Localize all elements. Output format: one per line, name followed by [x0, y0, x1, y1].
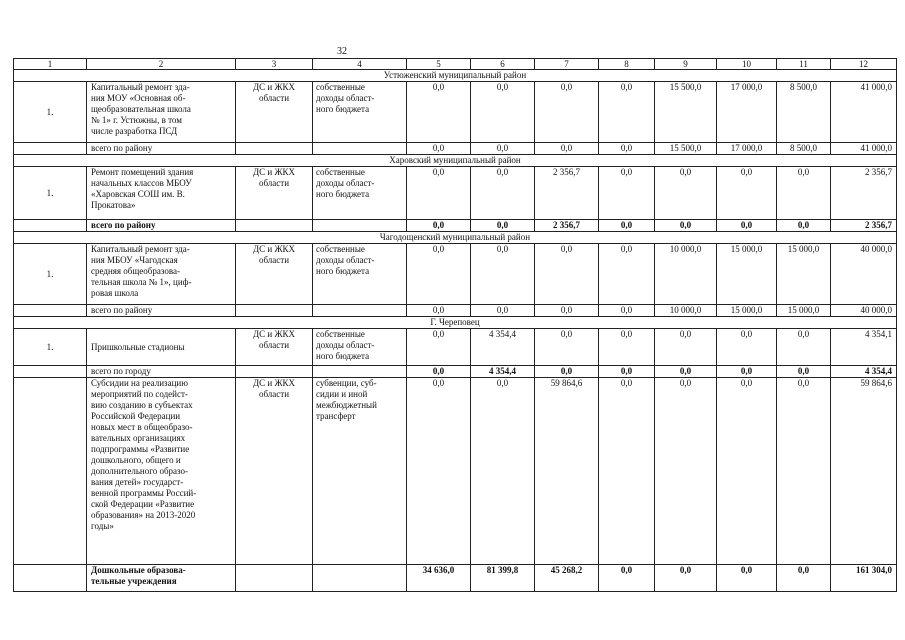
- value-cell: 0,0: [535, 366, 599, 378]
- value-cell: 15 500,0: [655, 82, 717, 143]
- value-cell: 15 000,0: [777, 305, 831, 317]
- value-cell: 0,0: [599, 244, 655, 305]
- department: ДС и ЖКХ области: [236, 167, 313, 220]
- value-cell: 0,0: [471, 82, 535, 143]
- item-name: Субсидии на реализацию мероприятий по содейст- вию созданию в субъектах Российской Федерации новых мест в общеобразо- вательных организациях подпрограммы «Развитие дошкольного, общего и дополнительного образо- вания детей» государст- венной программы Россий- ской Федерации «Развитие образования» на 2013-2020 годы»: [87, 378, 236, 565]
- empty-cell: [313, 143, 407, 155]
- value-cell: 34 636,0: [407, 565, 471, 592]
- value-cell: 0,0: [407, 220, 471, 232]
- total-value-cell: 2 356,7: [831, 220, 897, 232]
- item-name: Капитальный ремонт зда- ния МБОУ «Чагодская средняя общеобразова- тельная школа № 1», циф- ровая школа: [87, 244, 236, 305]
- value-cell: 8 500,0: [777, 143, 831, 155]
- empty-cell: [14, 305, 87, 317]
- grand-total-label: Дошкольные образова- тельные учреждения: [87, 565, 236, 592]
- total-row: [14, 220, 897, 232]
- section-title: Г. Череповец: [14, 317, 897, 329]
- total-label: всего по району: [87, 305, 236, 317]
- department: ДС и ЖКХ области: [236, 378, 313, 565]
- department: ДС и ЖКХ области: [236, 244, 313, 305]
- value-cell: 0,0: [599, 167, 655, 220]
- column-number: 5: [407, 59, 471, 70]
- empty-cell: [313, 366, 407, 378]
- empty-cell: [14, 378, 87, 565]
- column-number: 6: [471, 59, 535, 70]
- item-name: Пришкольные стадионы: [87, 329, 236, 366]
- empty-cell: [236, 220, 313, 232]
- value-cell: 0,0: [599, 305, 655, 317]
- column-number-row: [14, 59, 897, 70]
- page-number: 32: [337, 46, 347, 57]
- empty-cell: [236, 366, 313, 378]
- total-value-cell: 41 000,0: [831, 82, 897, 143]
- empty-cell: [14, 143, 87, 155]
- value-cell: 0,0: [655, 220, 717, 232]
- value-cell: 0,0: [599, 329, 655, 366]
- value-cell: 0,0: [599, 82, 655, 143]
- value-cell: 0,0: [655, 378, 717, 565]
- value-cell: 15 000,0: [717, 305, 777, 317]
- value-cell: 4 354,4: [471, 366, 535, 378]
- budget-table: [13, 58, 897, 592]
- row-number: 1.: [14, 167, 87, 220]
- section-title: Устюженский муниципальный район: [14, 70, 897, 82]
- department: ДС и ЖКХ области: [236, 329, 313, 366]
- section-header-row: [14, 317, 897, 329]
- section-title: Чагодощенский муниципальный район: [14, 232, 897, 244]
- item-name: Капитальный ремонт зда- ния МОУ «Основная об- щеобразовательная школа № 1» г. Устюжны, в том числе разработка ПСД: [87, 82, 236, 143]
- total-row: [14, 143, 897, 155]
- total-row: [14, 366, 897, 378]
- total-row: [14, 305, 897, 317]
- value-cell: 17 000,0: [717, 143, 777, 155]
- value-cell: 0,0: [535, 82, 599, 143]
- value-cell: 0,0: [777, 565, 831, 592]
- section-header-row: [14, 232, 897, 244]
- value-cell: 0,0: [717, 366, 777, 378]
- department: ДС и ЖКХ области: [236, 82, 313, 143]
- total-label: всего по району: [87, 220, 236, 232]
- total-value-cell: 59 864,6: [831, 378, 897, 565]
- value-cell: 0,0: [777, 220, 831, 232]
- total-value-cell: 4 354,1: [831, 329, 897, 366]
- empty-cell: [236, 565, 313, 592]
- value-cell: 2 356,7: [535, 220, 599, 232]
- value-cell: 10 000,0: [655, 305, 717, 317]
- column-number: 12: [831, 59, 897, 70]
- value-cell: 0,0: [599, 220, 655, 232]
- value-cell: 0,0: [599, 565, 655, 592]
- column-number: 1: [14, 59, 87, 70]
- value-cell: 0,0: [655, 366, 717, 378]
- value-cell: 0,0: [407, 82, 471, 143]
- value-cell: 0,0: [407, 378, 471, 565]
- empty-cell: [14, 220, 87, 232]
- section-header-row: [14, 70, 897, 82]
- value-cell: 0,0: [655, 167, 717, 220]
- value-cell: 8 500,0: [777, 82, 831, 143]
- column-number: 7: [535, 59, 599, 70]
- table-row: [14, 244, 897, 305]
- value-cell: 0,0: [407, 143, 471, 155]
- section-title: Харовский муниципальный район: [14, 155, 897, 167]
- value-cell: 0,0: [777, 366, 831, 378]
- value-cell: 0,0: [717, 167, 777, 220]
- value-cell: 0,0: [777, 329, 831, 366]
- value-cell: 0,0: [471, 305, 535, 317]
- value-cell: 0,0: [717, 378, 777, 565]
- value-cell: 0,0: [777, 378, 831, 565]
- value-cell: 0,0: [471, 143, 535, 155]
- value-cell: 0,0: [777, 167, 831, 220]
- value-cell: 0,0: [471, 167, 535, 220]
- value-cell: 4 354,4: [471, 329, 535, 366]
- column-number: 2: [87, 59, 236, 70]
- total-value-cell: 40 000,0: [831, 305, 897, 317]
- column-number: 8: [599, 59, 655, 70]
- grand-total-row: [14, 565, 897, 592]
- row-number: 1.: [14, 82, 87, 143]
- value-cell: 10 000,0: [655, 244, 717, 305]
- value-cell: 0,0: [599, 366, 655, 378]
- value-cell: 0,0: [535, 329, 599, 366]
- value-cell: 0,0: [471, 244, 535, 305]
- empty-cell: [313, 220, 407, 232]
- value-cell: 2 356,7: [535, 167, 599, 220]
- value-cell: 0,0: [535, 244, 599, 305]
- value-cell: 0,0: [407, 167, 471, 220]
- value-cell: 0,0: [407, 366, 471, 378]
- column-number: 3: [236, 59, 313, 70]
- empty-cell: [14, 565, 87, 592]
- value-cell: 15 500,0: [655, 143, 717, 155]
- table-row: [14, 378, 897, 565]
- value-cell: 0,0: [471, 220, 535, 232]
- funding-source: собственные доходы област- ного бюджета: [313, 82, 407, 143]
- empty-cell: [313, 305, 407, 317]
- empty-cell: [313, 565, 407, 592]
- value-cell: 15 000,0: [717, 244, 777, 305]
- table-row: [14, 82, 897, 143]
- total-value-cell: 41 000,0: [831, 143, 897, 155]
- table-row: [14, 329, 897, 366]
- empty-cell: [236, 305, 313, 317]
- empty-cell: [14, 366, 87, 378]
- value-cell: 0,0: [717, 220, 777, 232]
- value-cell: 17 000,0: [717, 82, 777, 143]
- column-number: 10: [717, 59, 777, 70]
- value-cell: 0,0: [717, 565, 777, 592]
- empty-cell: [236, 143, 313, 155]
- total-label: всего по району: [87, 143, 236, 155]
- value-cell: 0,0: [407, 305, 471, 317]
- value-cell: 0,0: [407, 244, 471, 305]
- row-number: 1.: [14, 244, 87, 305]
- value-cell: 0,0: [655, 329, 717, 366]
- item-name: Ремонт помещений здания начальных классов МБОУ «Харовская СОШ им. В. Прокатова»: [87, 167, 236, 220]
- row-number: 1.: [14, 329, 87, 366]
- total-value-cell: 2 356,7: [831, 167, 897, 220]
- table-row: [14, 167, 897, 220]
- funding-source: собственные доходы област- ного бюджета: [313, 329, 407, 366]
- value-cell: 0,0: [599, 143, 655, 155]
- value-cell: 0,0: [717, 329, 777, 366]
- total-value-cell: 161 304,0: [831, 565, 897, 592]
- value-cell: 0,0: [535, 143, 599, 155]
- value-cell: 0,0: [535, 305, 599, 317]
- funding-source: субвенции, суб- сидии и иной межбюджетный трансферт: [313, 378, 407, 565]
- value-cell: 0,0: [655, 565, 717, 592]
- section-header-row: [14, 155, 897, 167]
- column-number: 11: [777, 59, 831, 70]
- total-label: всего по городу: [87, 366, 236, 378]
- column-number: 9: [655, 59, 717, 70]
- column-number: 4: [313, 59, 407, 70]
- value-cell: 15 000,0: [777, 244, 831, 305]
- value-cell: 45 268,2: [535, 565, 599, 592]
- funding-source: собственные доходы област- ного бюджета: [313, 167, 407, 220]
- total-value-cell: 40 000,0: [831, 244, 897, 305]
- value-cell: 0,0: [407, 329, 471, 366]
- value-cell: 81 399,8: [471, 565, 535, 592]
- total-value-cell: 4 354,4: [831, 366, 897, 378]
- funding-source: собственные доходы област- ного бюджета: [313, 244, 407, 305]
- value-cell: 0,0: [599, 378, 655, 565]
- value-cell: 59 864,6: [535, 378, 599, 565]
- value-cell: 0,0: [471, 378, 535, 565]
